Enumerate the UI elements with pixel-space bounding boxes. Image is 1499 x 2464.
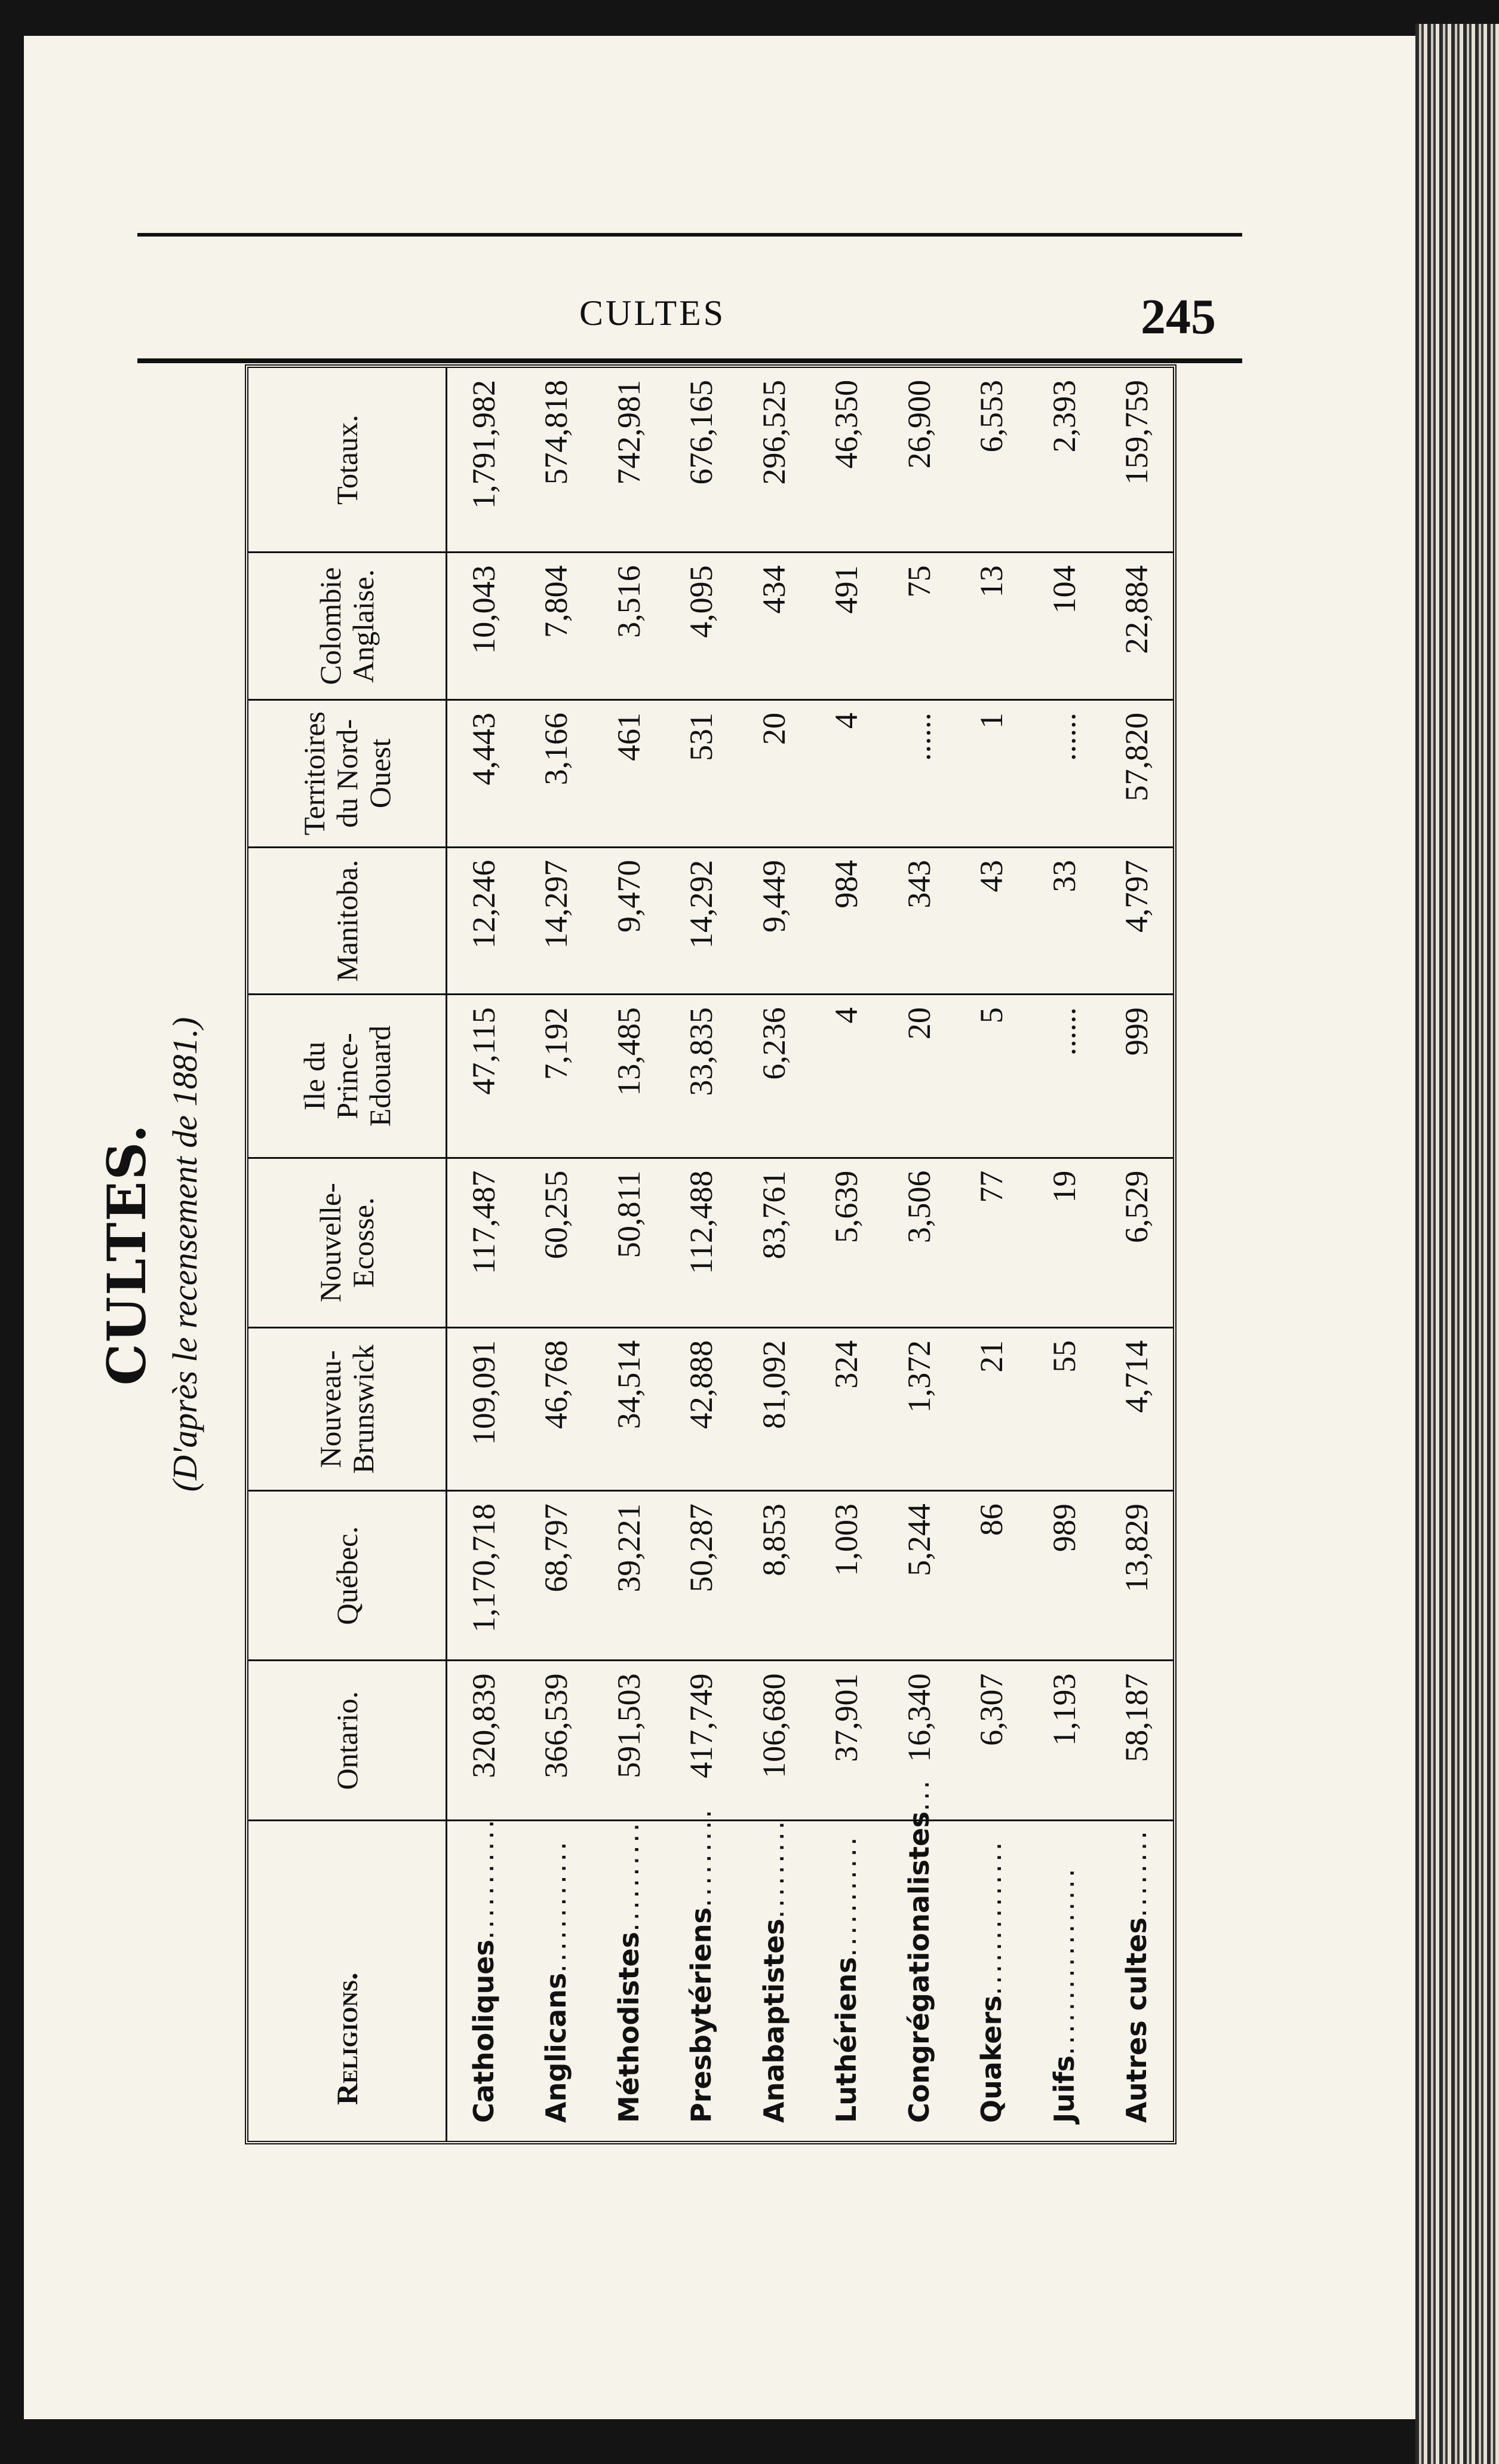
column-header: Manitoba.: [248, 847, 447, 995]
table-cell: 320,839: [447, 1661, 520, 1821]
row-label: Anglicans............: [540, 1839, 573, 2123]
table-header: [248, 368, 447, 2141]
table-cell: 60,255: [520, 1158, 592, 1327]
table-cell: 5: [955, 995, 1027, 1158]
table-cell: 1,003: [810, 1491, 882, 1661]
table-cell: 12,246: [447, 847, 520, 995]
table-cell: 50,287: [665, 1491, 738, 1661]
table-cell: 999: [1100, 995, 1173, 1158]
row-label: Presbytériens.........: [685, 1807, 718, 2123]
header-bottom-rule: [137, 358, 1242, 363]
table-cell: 3,166: [520, 699, 592, 847]
table-cell: 343: [883, 847, 955, 995]
table-cell: 13,829: [1100, 1491, 1173, 1661]
table-cell: 3,506: [883, 1158, 955, 1327]
table-row: [592, 368, 665, 2141]
table-cell: 434: [738, 553, 810, 700]
table-cell: 106,680: [738, 1661, 810, 1821]
table-subtitle: (D'après le recensement de 1881.): [165, 1017, 204, 1492]
table-cell: 26,900: [883, 368, 955, 553]
table-cell: 1,372: [883, 1327, 955, 1490]
table-cell: 57,820: [1100, 699, 1173, 847]
table-row: [520, 368, 592, 2141]
table-cell: 676,165: [665, 368, 738, 553]
page-number: 245: [1141, 289, 1216, 345]
table-cell: 5,639: [810, 1158, 882, 1327]
table-body: [447, 368, 1174, 2141]
table-cell: 1,791,982: [447, 368, 520, 553]
column-header: Ontario.: [248, 1661, 447, 1821]
column-header: Territoires du Nord-Ouest: [248, 699, 447, 847]
table-cell: 42,888: [665, 1327, 738, 1490]
table-cell: 81,092: [738, 1327, 810, 1490]
column-header: Nouveau-Brunswick: [248, 1327, 447, 1490]
column-header: Québec.: [248, 1491, 447, 1661]
table-cell: 984: [810, 847, 882, 995]
table-cell: 6,307: [955, 1661, 1027, 1821]
table-cell: 4,095: [665, 553, 738, 700]
table-cell: 112,488: [665, 1158, 738, 1327]
row-label: Luthériens...........: [830, 1834, 863, 2123]
table-cell: 77: [955, 1158, 1027, 1327]
book-edge: [1415, 24, 1499, 2464]
table-cell: 591,503: [592, 1661, 665, 1821]
table-cell: 324: [810, 1327, 882, 1490]
rotated-table-block: [96, 364, 1182, 2144]
table-cell: 43: [955, 847, 1027, 995]
table-cell: 989: [1028, 1491, 1100, 1661]
table-cell: 6,236: [738, 995, 810, 1158]
table-cell: 46,350: [810, 368, 882, 553]
row-label: Quakers..............: [975, 1839, 1008, 2123]
table-cell: 83,761: [738, 1158, 810, 1327]
table-cell: ......: [1028, 699, 1100, 847]
table-cell: 4: [810, 995, 882, 1158]
table-cell: 46,768: [520, 1327, 592, 1490]
table-cell: 50,811: [592, 1158, 665, 1327]
table-cell: 39,221: [592, 1491, 665, 1661]
table-cell: 461: [592, 699, 665, 847]
table-cell: 33,835: [665, 995, 738, 1158]
column-header: Religions.: [248, 1821, 447, 2141]
table-cell: 574,818: [520, 368, 592, 553]
row-label: Autres cultes........: [1120, 1828, 1153, 2123]
table-cell: 2,393: [1028, 368, 1100, 553]
table-cell: 10,043: [447, 553, 520, 700]
table-cell: 37,901: [810, 1661, 882, 1821]
table-cell: 417,749: [665, 1661, 738, 1821]
table-cell: 14,292: [665, 847, 738, 995]
row-label: Juifs.................: [1048, 1866, 1080, 2123]
table-cell: 3,516: [592, 553, 665, 700]
table-row: [665, 368, 738, 2141]
table-cell: 491: [810, 553, 882, 700]
table-cell: 13: [955, 553, 1027, 700]
table-cell: 109,091: [447, 1327, 520, 1490]
table-cell: 6,553: [955, 368, 1027, 553]
table-cell: 5,244: [883, 1491, 955, 1661]
table-cell: 6,529: [1100, 1158, 1173, 1327]
running-head: [24, 289, 1415, 345]
table-cell: 21: [955, 1327, 1027, 1490]
table-cell: 75: [883, 553, 955, 700]
table-cell: 1: [955, 699, 1027, 847]
religions-table: [248, 368, 1173, 2141]
table-cell: 1,193: [1028, 1661, 1100, 1821]
table-row: [883, 368, 955, 2141]
table-cell: 16,340: [883, 1661, 955, 1821]
table-cell: 8,853: [738, 1491, 810, 1661]
table-cell: 296,525: [738, 368, 810, 553]
table-cell: 104: [1028, 553, 1100, 700]
table-cell: ......: [883, 699, 955, 847]
table-cell: ......: [1028, 995, 1100, 1158]
table-cell: 13,485: [592, 995, 665, 1158]
table-cell: 1,170,718: [447, 1491, 520, 1661]
column-header: Nouvelle-Ecosse.: [248, 1158, 447, 1327]
column-header: Totaux.: [248, 368, 447, 553]
row-label: Méthodistes..........: [612, 1820, 645, 2123]
row-label: Congrégationalistes...: [902, 1778, 935, 2123]
column-header: Colombie Anglaise.: [248, 553, 447, 700]
table-cell: 7,804: [520, 553, 592, 700]
table-cell: 4: [810, 699, 882, 847]
table-heading: [96, 364, 245, 2144]
row-label: Catholiques...........: [467, 1817, 500, 2123]
table-cell: 531: [665, 699, 738, 847]
table-cell: 9,470: [592, 847, 665, 995]
table-cell: 20: [883, 995, 955, 1158]
table-cell: 68,797: [520, 1491, 592, 1661]
table-cell: 14,297: [520, 847, 592, 995]
table-cell: 20: [738, 699, 810, 847]
table-cell: 4,797: [1100, 847, 1173, 995]
table-cell: 742,981: [592, 368, 665, 553]
table-frame: [245, 364, 1177, 2144]
table-cell: 58,187: [1100, 1661, 1173, 1821]
table-cell: 4,714: [1100, 1327, 1173, 1490]
table-cell: 22,884: [1100, 553, 1173, 700]
table-cell: 47,115: [447, 995, 520, 1158]
running-title: CULTES: [579, 293, 726, 333]
table-row: [810, 368, 882, 2141]
table-cell: 86: [955, 1491, 1027, 1661]
table-row: [447, 368, 520, 2141]
table-row: [738, 368, 810, 2141]
table-cell: 117,487: [447, 1158, 520, 1327]
table-cell: 33: [1028, 847, 1100, 995]
table-cell: 55: [1028, 1327, 1100, 1490]
table-cell: 159,759: [1100, 368, 1173, 553]
table-cell: 9,449: [738, 847, 810, 995]
table-cell: 19: [1028, 1158, 1100, 1327]
table-row: [1028, 368, 1100, 2141]
table-cell: 34,514: [592, 1327, 665, 1490]
row-label: Anabaptistes.........: [757, 1818, 790, 2123]
column-header: Ile du Prince-Edouard: [248, 995, 447, 1158]
table-cell: 4,443: [447, 699, 520, 847]
table-cell: 7,192: [520, 995, 592, 1158]
table-row: [955, 368, 1027, 2141]
table-cell: 366,539: [520, 1661, 592, 1821]
table-row: [1100, 368, 1173, 2141]
header-top-rule: [137, 233, 1242, 237]
table-title: CULTES.: [96, 1123, 158, 1386]
